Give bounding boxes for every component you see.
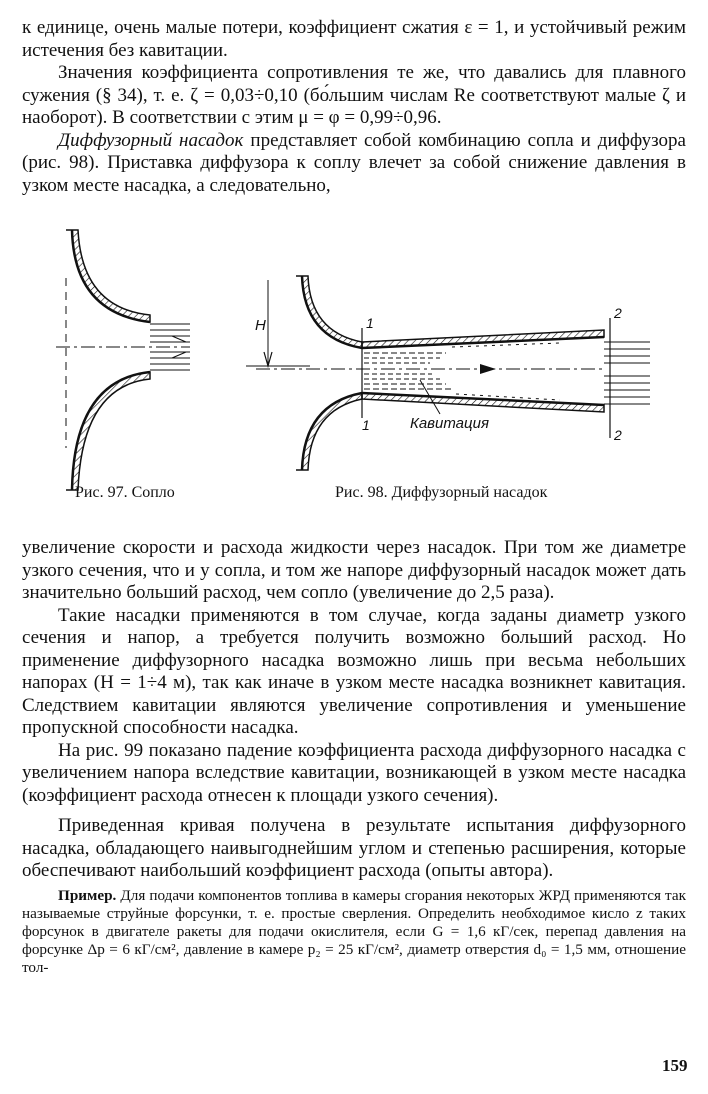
paragraph-example: [22, 887, 686, 977]
example-text: Для подачи компонентов топлива в камеры сгорания некоторых ЖРД применяются так называемые струйные форсунки, т. е. простые сверления. Определить необходимое кисло z таких форсунок в двигателе ракеты для подачи окислителя, если G = 1,6 кГ/сек, перепад давления на форсунке Δp = 6 кГ/см², давление в камере p₂ = 25 кГ/см², диаметр отверстия d₀ = 1,5 мм, отношение тол-: [22, 886, 686, 976]
label-section-2-bottom: 2: [614, 427, 622, 443]
paragraph-diffuser-intro: [22, 130, 686, 198]
example-label: Пример.: [58, 886, 117, 904]
paragraph-diffuser-intro-text: представляет собой комбинацию сопла и диффузора (рис. 98). Приставка диффузора к соплу влечет за собой снижение давления в узком месте насадка, а следовательно,: [22, 129, 686, 196]
fig97-caption: Рис. 97. Сопло: [75, 484, 175, 501]
paragraph-application: Такие насадки применяются в том случае, когда заданы диаметр узкого сечения и напор, а требуется получить возможно больший расход. Но применение диффузорного насадка возможно лишь при весьма небольших напорах (H = 1÷4 м), так как иначе в узком месте насадка возникнет кавитация. Следствием кавитации являются увеличение сопротивления и уменьшение пропускной способности насадка.: [22, 604, 686, 738]
label-cavitation: Кавитация: [410, 415, 489, 432]
label-head-H: H: [255, 317, 266, 334]
paragraph-resistance-coefficient: Значения коэффициента сопротивления те же, что давались для плавного сужения (§ 34), т. е. ζ = 0,03÷0,10 (бо́льшим числам Re соответствуют малые ζ и наоборот). В соответствии с этим μ = φ = 0,99÷0,96.: [22, 62, 686, 128]
fig98-caption: Рис. 98. Диффузорный насадок: [335, 484, 548, 501]
fig98-cavitation-zone: [364, 343, 560, 400]
label-section-1-top: 1: [366, 315, 374, 331]
fig98-lower-inlet-outline: [302, 393, 362, 470]
fig98-lower-inlet: [296, 393, 362, 470]
label-section-2-top: 2: [614, 305, 622, 321]
term-diffuser-nozzle: Диффузорный насадок: [58, 129, 244, 151]
label-section-1-bottom: 1: [362, 417, 370, 433]
fig98-upper-inlet-outline: [302, 276, 362, 348]
page-number: 159: [662, 1056, 688, 1075]
paragraph-discharge-increase: увеличение скорости и расхода жидкости через насадок. При том же диаметре узкого сечения, что и у сопла, и том же напоре диффузорный насадок может дать значительно больший расход, чем сопло (увеличение до 2,5 раза).: [22, 537, 686, 603]
figures-area: [0, 218, 708, 518]
figures-drawing: [0, 218, 708, 518]
fig98-diffuser-drawing: [246, 276, 650, 470]
paragraph-fig99: На рис. 99 показано падение коэффициента расхода диффузорного насадка с увеличением напора вследствие кавитации, возникающей в узком месте насадка (коэффициент расхода отнесен к площади узкого сечения).: [22, 739, 686, 806]
main-text-block: [22, 537, 686, 977]
fig97-nozzle-drawing: [56, 230, 190, 490]
fig98-outlet-jet: [604, 342, 650, 404]
fig98-upper-inlet: [296, 276, 362, 348]
paragraph-curve-origin: Приведенная кривая получена в результате испытания диффузорного насадка, обладающего наивыгоднейшим углом и степенью расширения, которые обеспечивают наибольший коэффициент расхода (опыты автора).: [22, 815, 686, 881]
top-text-block: [22, 17, 686, 197]
fig98-flow-arrow: [480, 364, 496, 374]
paragraph-continuation: к единице, очень малые потери, коэффициент сжатия ε = 1, и устойчивый режим истечения без кавитации.: [22, 17, 686, 61]
